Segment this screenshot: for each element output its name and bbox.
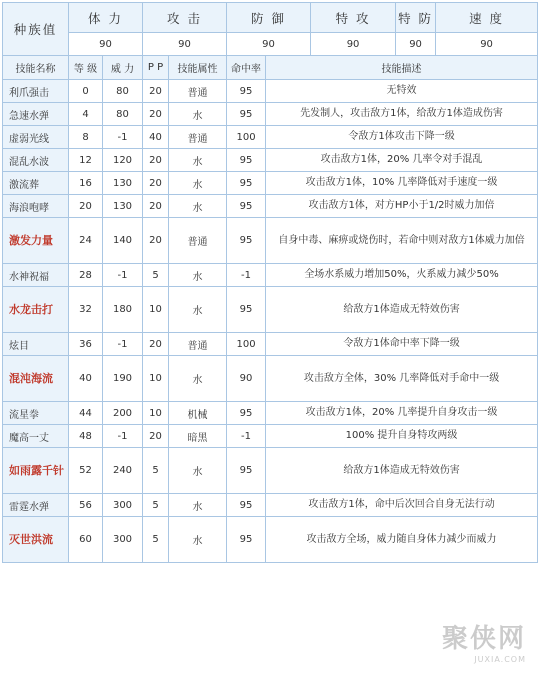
stat-header-hp: 体 力 (69, 3, 143, 33)
skill-row (3, 172, 538, 195)
skill-description: 自身中毒、麻痹或烧伤时，若命中则对敌方1体威力加倍 (266, 218, 538, 264)
skill-level: 32 (69, 287, 103, 333)
skill-row (3, 517, 538, 563)
skill-row (3, 195, 538, 218)
skill-accuracy: 95 (227, 195, 266, 218)
skill-row (3, 149, 538, 172)
skill-description: 攻击敌方1体，对方HP小于1/2时威力加倍 (266, 195, 538, 218)
stat-value-speed: 90 (436, 33, 538, 56)
skill-accuracy: 95 (227, 287, 266, 333)
skill-level: 16 (69, 172, 103, 195)
skill-name: 灭世洪流 (3, 517, 69, 563)
skill-header-name: 技能名称 (3, 56, 69, 80)
skill-row (3, 103, 538, 126)
skill-name: 混沌海流 (3, 356, 69, 402)
skill-description: 攻击敌方全场，威力随自身体力减少而威力 (266, 517, 538, 563)
skill-level: 0 (69, 80, 103, 103)
pokemon-stats-table (2, 2, 538, 563)
skill-description: 攻击敌方1体，10% 几率降低对手速度一级 (266, 172, 538, 195)
skill-type: 水 (169, 448, 227, 494)
stat-header-sp-defense: 特 防 (396, 3, 436, 33)
skill-name: 如雨露千针 (3, 448, 69, 494)
skill-header-description: 技能描述 (266, 56, 538, 80)
skill-name: 炫目 (3, 333, 69, 356)
skill-pp: 10 (143, 356, 169, 402)
stat-value-sp-attack: 90 (311, 33, 396, 56)
skill-header-pp: P P (143, 56, 169, 80)
skill-level: 48 (69, 425, 103, 448)
skill-type: 水 (169, 356, 227, 402)
skill-power: 180 (103, 287, 143, 333)
skill-row (3, 264, 538, 287)
skill-accuracy: 95 (227, 494, 266, 517)
skill-power: -1 (103, 264, 143, 287)
skill-type: 普通 (169, 218, 227, 264)
skill-type: 水 (169, 103, 227, 126)
skill-pp: 20 (143, 425, 169, 448)
skill-level: 28 (69, 264, 103, 287)
skill-pp: 5 (143, 494, 169, 517)
skill-description: 先发制人，攻击敌方1体，给敌方1体造成伤害 (266, 103, 538, 126)
stat-header-attack: 攻 击 (143, 3, 227, 33)
skill-pp: 5 (143, 448, 169, 494)
skill-pp: 20 (143, 333, 169, 356)
skill-row (3, 80, 538, 103)
skill-pp: 10 (143, 402, 169, 425)
stat-value-sp-defense: 90 (396, 33, 436, 56)
skill-name: 魔高一丈 (3, 425, 69, 448)
skill-row (3, 425, 538, 448)
skill-type: 普通 (169, 80, 227, 103)
skill-level: 24 (69, 218, 103, 264)
skill-description: 令敌方1体命中率下降一级 (266, 333, 538, 356)
skill-level: 8 (69, 126, 103, 149)
skill-accuracy: 95 (227, 103, 266, 126)
skill-pp: 20 (143, 218, 169, 264)
skill-name: 激发力量 (3, 218, 69, 264)
skill-accuracy: -1 (227, 264, 266, 287)
skill-header-type: 技能属性 (169, 56, 227, 80)
skill-description: 无特效 (266, 80, 538, 103)
skill-description: 令敌方1体攻击下降一级 (266, 126, 538, 149)
skill-row (3, 494, 538, 517)
skill-pp: 20 (143, 80, 169, 103)
skill-level: 36 (69, 333, 103, 356)
skill-row (3, 356, 538, 402)
skill-accuracy: 95 (227, 149, 266, 172)
skill-power: -1 (103, 333, 143, 356)
skill-type: 水 (169, 149, 227, 172)
skill-header-level: 等 级 (69, 56, 103, 80)
skill-name: 利爪强击 (3, 80, 69, 103)
stat-header-defense: 防 御 (227, 3, 311, 33)
skill-level: 44 (69, 402, 103, 425)
stat-header-sp-attack: 特 攻 (311, 3, 396, 33)
skill-accuracy: -1 (227, 425, 266, 448)
skill-description: 攻击敌方1体，20% 几率提升自身攻击一级 (266, 402, 538, 425)
skill-type: 普通 (169, 333, 227, 356)
skill-pp: 5 (143, 264, 169, 287)
skill-level: 12 (69, 149, 103, 172)
skill-power: 120 (103, 149, 143, 172)
skill-pp: 20 (143, 149, 169, 172)
skill-level: 60 (69, 517, 103, 563)
skill-power: 300 (103, 517, 143, 563)
skill-description: 给敌方1体造成无特效伤害 (266, 287, 538, 333)
skill-row (3, 126, 538, 149)
skill-accuracy: 95 (227, 448, 266, 494)
skill-power: 140 (103, 218, 143, 264)
skill-power: -1 (103, 126, 143, 149)
site-watermark (442, 618, 526, 664)
skill-row (3, 287, 538, 333)
skill-description: 100% 提升自身特攻两级 (266, 425, 538, 448)
stat-value-defense: 90 (227, 33, 311, 56)
skill-name: 雷霆水弹 (3, 494, 69, 517)
skill-accuracy: 100 (227, 126, 266, 149)
skill-description: 攻击敌方1体，命中后次回合自身无法行动 (266, 494, 538, 517)
skill-pp: 20 (143, 195, 169, 218)
skill-level: 4 (69, 103, 103, 126)
skill-pp: 20 (143, 103, 169, 126)
skill-pp: 20 (143, 172, 169, 195)
skill-accuracy: 95 (227, 517, 266, 563)
skill-pp: 40 (143, 126, 169, 149)
skills-header-row (3, 56, 538, 80)
skill-type: 暗黑 (169, 425, 227, 448)
skill-rows (3, 80, 538, 563)
skill-header-power: 威 力 (103, 56, 143, 80)
skill-power: -1 (103, 425, 143, 448)
skill-type: 水 (169, 287, 227, 333)
skill-type: 普通 (169, 126, 227, 149)
skill-accuracy: 95 (227, 402, 266, 425)
watermark-sub: JUXIA.COM (474, 655, 526, 664)
skill-type: 水 (169, 264, 227, 287)
skill-type: 机械 (169, 402, 227, 425)
skill-row (3, 333, 538, 356)
watermark-text: 聚侠网 (441, 624, 526, 654)
skill-name: 混乱水波 (3, 149, 69, 172)
skill-level: 52 (69, 448, 103, 494)
skill-pp: 10 (143, 287, 169, 333)
skill-power: 300 (103, 494, 143, 517)
skill-row (3, 218, 538, 264)
skill-header-accuracy: 命中率 (227, 56, 266, 80)
skill-type: 水 (169, 517, 227, 563)
skill-name: 流星拳 (3, 402, 69, 425)
skill-accuracy: 100 (227, 333, 266, 356)
skill-power: 130 (103, 172, 143, 195)
skill-type: 水 (169, 195, 227, 218)
skill-accuracy: 95 (227, 172, 266, 195)
skill-description: 攻击敌方全体，30% 几率降低对手命中一级 (266, 356, 538, 402)
skill-name: 水龙击打 (3, 287, 69, 333)
skill-pp: 5 (143, 517, 169, 563)
skill-row (3, 448, 538, 494)
stat-header-speed: 速 度 (436, 3, 538, 33)
skill-power: 80 (103, 80, 143, 103)
skill-accuracy: 95 (227, 218, 266, 264)
skill-name: 水神祝福 (3, 264, 69, 287)
skill-name: 激流葬 (3, 172, 69, 195)
base-stats-label: 种族值 (3, 3, 69, 56)
skill-accuracy: 90 (227, 356, 266, 402)
skill-level: 56 (69, 494, 103, 517)
skill-power: 130 (103, 195, 143, 218)
skill-name: 急速水弹 (3, 103, 69, 126)
stat-value-hp: 90 (69, 33, 143, 56)
skill-level: 20 (69, 195, 103, 218)
skill-description: 全场水系威力增加50%，火系威力减少50% (266, 264, 538, 287)
skill-description: 给敌方1体造成无特效伤害 (266, 448, 538, 494)
stats-header-row (3, 3, 538, 33)
skill-name: 虚弱光线 (3, 126, 69, 149)
stats-value-row (3, 33, 538, 56)
skill-type: 水 (169, 494, 227, 517)
skill-name: 海浪咆哮 (3, 195, 69, 218)
skill-power: 80 (103, 103, 143, 126)
skill-type: 水 (169, 172, 227, 195)
skill-level: 40 (69, 356, 103, 402)
stat-value-attack: 90 (143, 33, 227, 56)
skill-row (3, 402, 538, 425)
skill-power: 200 (103, 402, 143, 425)
skill-power: 190 (103, 356, 143, 402)
skill-description: 攻击敌方1体，20% 几率令对手混乱 (266, 149, 538, 172)
skill-power: 240 (103, 448, 143, 494)
skill-accuracy: 95 (227, 80, 266, 103)
